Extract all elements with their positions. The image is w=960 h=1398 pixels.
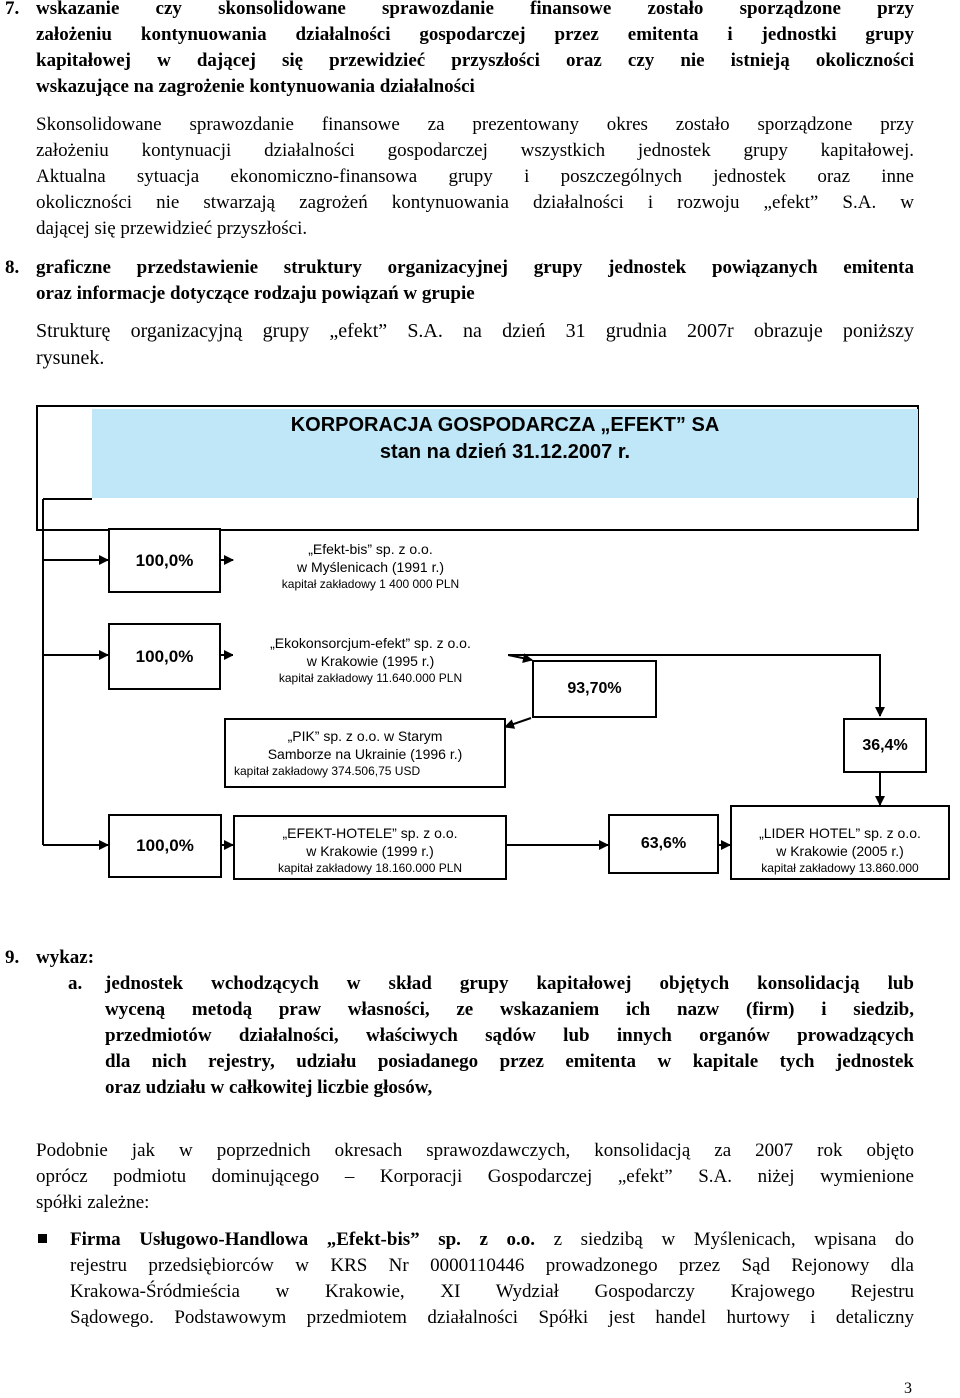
section-7-heading-line-4: wskazujące na zagrożenie kontynuowania działalności — [36, 76, 475, 97]
company-efekt-hotele-seat: w Krakowie (1999 r.) — [306, 843, 434, 859]
section-9a-heading-line-4: dla nich rejestry, udziału posiadanego przez emitenta w kapitale tych jednostek — [105, 1051, 914, 1072]
company-efekt-bis-capital: kapitał zakładowy 1 400 000 PLN — [281, 577, 460, 591]
section-9a-heading-line-5: oraz udziału w całkowitej liczbie głosów, — [105, 1077, 433, 1098]
company-ekokonsorcjum — [233, 634, 508, 687]
korporacja-header-line-2: stan na dzień 31.12.2007 r. — [379, 441, 631, 463]
section-9a-heading-line-2: wyceną metodą praw własności, ze wskazaniem ich nazw (firm) i siedzib, — [105, 999, 914, 1020]
section-9a-heading-line-3: przedmiotów działalności, właściwych sądów lub innych organów prowadzących — [105, 1025, 914, 1046]
section-7-body-line-4: okoliczności nie stwarzają zagrożeń kontynuowania działalności i rozwoju „efekt” S.A. w — [36, 192, 914, 213]
percent-box-63: 63,6% — [608, 814, 719, 874]
company-efekt-hotele — [233, 824, 507, 877]
company-pik — [224, 727, 506, 780]
section-9a-heading-line-1: jednostek wchodzących w skład grupy kapitałowej objętych konsolidacją lub — [105, 973, 914, 994]
section-7-heading-line-2: założeniu kontynuowania działalności gospodarczej przez emitenta i jednostki grupy — [36, 24, 914, 45]
bullet-efekt-bis-line-4: Sądowego. Podstawowym przedmiotem działalności Spółki jest handel hurtowy i detaliczny — [70, 1307, 914, 1328]
company-lider-hotel-seat: w Krakowie (2005 r.) — [776, 843, 904, 859]
section-7-body-line-3: Aktualna sytuacja ekonomiczno-finansowa grupy i poszczególnych jednostek oraz inne — [36, 166, 914, 187]
page-number: 3 — [904, 1380, 912, 1397]
bullet-efekt-bis-line-2: rejestru przedsiębiorców w KRS Nr 0000110446 prowadzonego przez Sąd Rejonowy dla — [70, 1255, 914, 1276]
bullet-efekt-bis-line-1-rest: z siedzibą w Myślenicach, wpisana do — [535, 1229, 914, 1250]
section-7-body-line-1: Skonsolidowane sprawozdanie finansowe za prezentowany okres zostało sporządzone przy — [36, 114, 914, 135]
section-9-label: wykaz: — [36, 947, 95, 968]
section-7-body-line-2: założeniu kontynuacji działalności gospodarczej wszystkich jednostek grupy kapitałowej. — [36, 140, 914, 161]
section-8-heading-line-2: oraz informacje dotyczące rodzaju powiązań w grupie — [36, 283, 475, 304]
bullet-efekt-bis-company-name: Firma Usługowo-Handlowa „Efekt-bis” sp. z o.o. — [70, 1229, 536, 1250]
company-efekt-bis-seat: w Myślenicach (1991 r.) — [296, 559, 445, 575]
korporacja-header-line-1: KORPORACJA GOSPODARCZA „EFEKT” SA — [290, 414, 720, 436]
company-lider-hotel-name: „LIDER HOTEL” sp. z o.o. — [759, 825, 921, 841]
section-7-heading-line-1: wskazanie czy skonsolidowane sprawozdanie finansowe zostało sporządzone przy — [36, 0, 914, 19]
company-lider-hotel-capital: kapitał zakładowy 13.860.000 — [761, 861, 919, 875]
bullet-efekt-bis-line-1 — [70, 1227, 914, 1253]
company-lider-hotel — [730, 824, 950, 877]
company-efekt-hotele-capital: kapitał zakładowy 18.160.000 PLN — [277, 861, 463, 875]
percent-box-36: 36,4% — [843, 718, 927, 773]
company-pik-capital: kapitał zakładowy 374.506,75 USD — [234, 764, 421, 778]
company-efekt-bis-name: „Efekt-bis” sp. z o.o. — [308, 541, 433, 557]
company-ekokonsorcjum-seat: w Krakowie (1995 r.) — [306, 653, 435, 669]
section-7-number: 7. — [5, 0, 20, 19]
section-8-heading-line-1: graficzne przedstawienie struktury organizacyjnej grupy jednostek powiązanych emitenta — [36, 257, 914, 278]
company-efekt-hotele-name: „EFEKT-HOTELE” sp. z o.o. — [282, 825, 458, 841]
company-pik-name: „PIK” sp. z o.o. w Starym — [287, 728, 443, 744]
bullet-square-icon — [38, 1234, 47, 1243]
section-9-number: 9. — [5, 947, 20, 968]
section-8-body-line-2: rysunek. — [36, 347, 105, 369]
section-7-body-line-5: dającej się przewidzieć przyszłości. — [36, 218, 308, 239]
section-9-intro-line-3: spółki zależne: — [36, 1192, 150, 1213]
percent-box-93: 93,70% — [532, 660, 657, 718]
section-8-body-line-1: Strukturę organizacyjną grupy „efekt” S.A. na dzień 31 grudnia 2007r obrazuje poniższy — [36, 320, 914, 342]
percent-box-efekt-hotele: 100,0% — [108, 814, 222, 878]
section-7-heading-line-3: kapitałowej w dającej się przewidzieć przyszłości oraz czy nie istnieją okoliczności — [36, 50, 914, 71]
percent-box-efekt-bis: 100,0% — [108, 528, 221, 593]
section-9-sub-letter: a. — [68, 973, 83, 994]
percent-box-ekokonsorcjum: 100,0% — [108, 623, 221, 690]
company-ekokonsorcjum-name: „Ekokonsorcjum-efekt” sp. z o.o. — [270, 635, 471, 651]
company-pik-seat: Samborze na Ukrainie (1996 r.) — [267, 746, 463, 762]
bullet-efekt-bis-line-3: Krakowa-Śródmieścia w Krakowie, XI Wydział Gospodarczy Krajowego Rejestru — [70, 1281, 914, 1302]
section-9-intro-line-1: Podobnie jak w poprzednich okresach sprawozdawczych, konsolidacją za 2007 rok objęto — [36, 1140, 914, 1161]
company-efekt-bis — [233, 540, 508, 593]
company-ekokonsorcjum-capital: kapitał zakładowy 11.640.000 PLN — [278, 671, 463, 685]
section-9-intro-line-2: oprócz podmiotu dominującego – Korporacji Gospodarczej „efekt” S.A. niżej wymienione — [36, 1166, 914, 1187]
section-8-number: 8. — [5, 257, 20, 278]
